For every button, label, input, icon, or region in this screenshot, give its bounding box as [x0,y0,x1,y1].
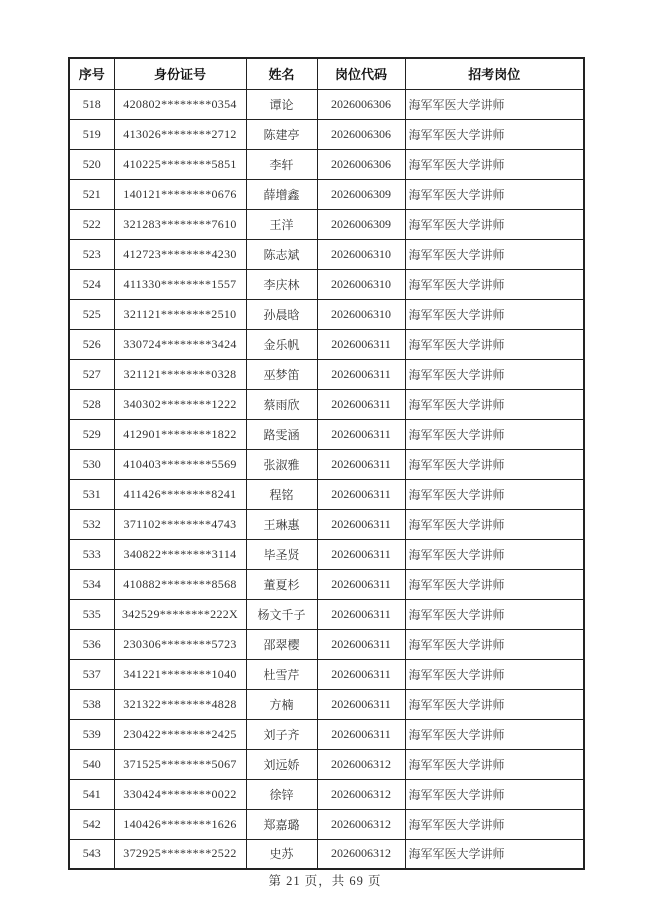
table-cell-index: 529 [69,419,114,449]
table-cell-name: 薛增鑫 [246,179,317,209]
table-row [69,419,584,449]
table-cell-position: 海军军医大学讲师 [405,599,584,629]
table-cell-position-code: 2026006310 [317,239,405,269]
table-cell-position: 海军军医大学讲师 [405,419,584,449]
table-row [69,629,584,659]
table-cell-index: 542 [69,809,114,839]
table-cell-name: 陈建亭 [246,119,317,149]
table-cell-name: 孙晨晗 [246,299,317,329]
table-cell-id-number: 411330********1557 [114,269,246,299]
table-cell-position-code: 2026006306 [317,119,405,149]
table-row [69,719,584,749]
table-cell-position: 海军军医大学讲师 [405,629,584,659]
table-cell-position-code: 2026006312 [317,749,405,779]
table-cell-id-number: 420802********0354 [114,89,246,119]
table-row [69,239,584,269]
table-cell-id-number: 410225********5851 [114,149,246,179]
table-cell-name: 王琳惠 [246,509,317,539]
table-cell-index: 536 [69,629,114,659]
table-cell-index: 543 [69,839,114,869]
table-cell-name: 谭论 [246,89,317,119]
table-cell-position: 海军军医大学讲师 [405,329,584,359]
table-cell-name: 毕圣贤 [246,539,317,569]
table-cell-position-code: 2026006311 [317,719,405,749]
table-cell-position-code: 2026006310 [317,299,405,329]
table-row [69,569,584,599]
table-cell-index: 525 [69,299,114,329]
table-cell-index: 522 [69,209,114,239]
table-cell-index: 524 [69,269,114,299]
table-row [69,149,584,179]
table-row [69,209,584,239]
table-cell-index: 519 [69,119,114,149]
col-header-id-number: 身份证号 [114,58,246,89]
table-cell-index: 530 [69,449,114,479]
table-row [69,749,584,779]
table-header-row [69,58,584,89]
page-number-text: 第 21 页，共 69 页 [268,874,382,888]
table-cell-name: 程铭 [246,479,317,509]
col-header-name: 姓名 [246,58,317,89]
table-row [69,839,584,869]
table-cell-position-code: 2026006306 [317,89,405,119]
table-cell-position: 海军军医大学讲师 [405,299,584,329]
table-cell-position-code: 2026006311 [317,659,405,689]
table-cell-name: 杜雪芹 [246,659,317,689]
table-cell-name: 路雯涵 [246,419,317,449]
table-cell-index: 520 [69,149,114,179]
table-cell-position: 海军军医大学讲师 [405,389,584,419]
table-cell-index: 540 [69,749,114,779]
table-cell-id-number: 412901********1822 [114,419,246,449]
table-cell-id-number: 410882********8568 [114,569,246,599]
table-cell-id-number: 340302********1222 [114,389,246,419]
table-cell-position-code: 2026006311 [317,359,405,389]
table-cell-name: 方楠 [246,689,317,719]
table-cell-id-number: 330724********3424 [114,329,246,359]
table-cell-name: 李庆林 [246,269,317,299]
table-row [69,299,584,329]
table-row [69,329,584,359]
table-cell-id-number: 321322********4828 [114,689,246,719]
table-cell-name: 刘远娇 [246,749,317,779]
table-cell-index: 537 [69,659,114,689]
table-row [69,689,584,719]
table-cell-position: 海军军医大学讲师 [405,749,584,779]
table-cell-position: 海军军医大学讲师 [405,449,584,479]
table-cell-position: 海军军医大学讲师 [405,569,584,599]
table-cell-position-code: 2026006311 [317,419,405,449]
candidates-table [68,57,585,870]
col-header-index: 序号 [69,58,114,89]
table-cell-id-number: 321283********7610 [114,209,246,239]
table-cell-id-number: 411426********8241 [114,479,246,509]
table-cell-index: 539 [69,719,114,749]
table-cell-id-number: 410403********5569 [114,449,246,479]
table-cell-position: 海军军医大学讲师 [405,509,584,539]
table-row [69,509,584,539]
table-cell-index: 518 [69,89,114,119]
table-cell-id-number: 341221********1040 [114,659,246,689]
table-cell-position-code: 2026006311 [317,509,405,539]
table-cell-index: 535 [69,599,114,629]
table-cell-index: 526 [69,329,114,359]
table-cell-index: 538 [69,689,114,719]
table-cell-position-code: 2026006309 [317,179,405,209]
table-cell-position-code: 2026006311 [317,479,405,509]
table-cell-name: 蔡雨欣 [246,389,317,419]
table-cell-position-code: 2026006311 [317,329,405,359]
table-cell-position-code: 2026006312 [317,809,405,839]
table-row [69,809,584,839]
table-cell-index: 527 [69,359,114,389]
table-cell-id-number: 230422********2425 [114,719,246,749]
table-cell-id-number: 140426********1626 [114,809,246,839]
table-cell-index: 541 [69,779,114,809]
table-cell-index: 528 [69,389,114,419]
table-cell-name: 邵翠樱 [246,629,317,659]
table-cell-position-code: 2026006310 [317,269,405,299]
table-cell-name: 董夏杉 [246,569,317,599]
table-cell-position: 海军军医大学讲师 [405,89,584,119]
table-cell-name: 徐锌 [246,779,317,809]
table-row [69,269,584,299]
table-cell-position-code: 2026006311 [317,599,405,629]
table-row [69,479,584,509]
table-row [69,359,584,389]
table-cell-index: 533 [69,539,114,569]
table-cell-position-code: 2026006312 [317,839,405,869]
table-cell-name: 杨文千子 [246,599,317,629]
table-cell-position-code: 2026006311 [317,449,405,479]
table-cell-id-number: 371102********4743 [114,509,246,539]
table-cell-position: 海军军医大学讲师 [405,119,584,149]
table-row [69,389,584,419]
table-row [69,449,584,479]
table-cell-id-number: 342529********222X [114,599,246,629]
table-cell-name: 陈志斌 [246,239,317,269]
table-cell-position: 海军军医大学讲师 [405,239,584,269]
table-row [69,779,584,809]
table-cell-position: 海军军医大学讲师 [405,269,584,299]
table-cell-id-number: 321121********2510 [114,299,246,329]
table-cell-position: 海军军医大学讲师 [405,359,584,389]
table-cell-position: 海军军医大学讲师 [405,779,584,809]
table-cell-name: 巫梦笛 [246,359,317,389]
table-row [69,659,584,689]
table-row [69,89,584,119]
table-cell-name: 刘子齐 [246,719,317,749]
table-cell-position-code: 2026006309 [317,209,405,239]
table-cell-position: 海军军医大学讲师 [405,719,584,749]
table-cell-id-number: 340822********3114 [114,539,246,569]
table-cell-name: 金乐帆 [246,329,317,359]
table-cell-position: 海军军医大学讲师 [405,149,584,179]
table-cell-id-number: 412723********4230 [114,239,246,269]
table-cell-index: 523 [69,239,114,269]
table-row [69,599,584,629]
table-cell-index: 521 [69,179,114,209]
col-header-position: 招考岗位 [405,58,584,89]
table-cell-name: 李轩 [246,149,317,179]
table-cell-id-number: 413026********2712 [114,119,246,149]
table-cell-position-code: 2026006311 [317,569,405,599]
table-cell-position: 海军军医大学讲师 [405,839,584,869]
table-cell-name: 郑嘉璐 [246,809,317,839]
table-cell-id-number: 371525********5067 [114,749,246,779]
table-cell-id-number: 230306********5723 [114,629,246,659]
table-cell-position-code: 2026006312 [317,779,405,809]
table-cell-position: 海军军医大学讲师 [405,689,584,719]
table-cell-id-number: 330424********0022 [114,779,246,809]
table-cell-id-number: 140121********0676 [114,179,246,209]
table-cell-index: 531 [69,479,114,509]
table-cell-position-code: 2026006311 [317,629,405,659]
table-cell-index: 532 [69,509,114,539]
table-row [69,119,584,149]
table-cell-name: 王洋 [246,209,317,239]
table-cell-position-code: 2026006306 [317,149,405,179]
table-cell-position-code: 2026006311 [317,539,405,569]
table-cell-position: 海军军医大学讲师 [405,539,584,569]
table-cell-position: 海军军医大学讲师 [405,479,584,509]
table-cell-name: 张淑雅 [246,449,317,479]
col-header-position-code: 岗位代码 [317,58,405,89]
table-cell-position: 海军军医大学讲师 [405,209,584,239]
table-row [69,179,584,209]
table-cell-position: 海军军医大学讲师 [405,179,584,209]
table-cell-id-number: 372925********2522 [114,839,246,869]
table-cell-position-code: 2026006311 [317,389,405,419]
table-row [69,539,584,569]
page-footer [0,871,650,889]
table-cell-position: 海军军医大学讲师 [405,659,584,689]
table-cell-id-number: 321121********0328 [114,359,246,389]
table-cell-position: 海军军医大学讲师 [405,809,584,839]
table-cell-name: 史苏 [246,839,317,869]
table-cell-index: 534 [69,569,114,599]
table-cell-position-code: 2026006311 [317,689,405,719]
